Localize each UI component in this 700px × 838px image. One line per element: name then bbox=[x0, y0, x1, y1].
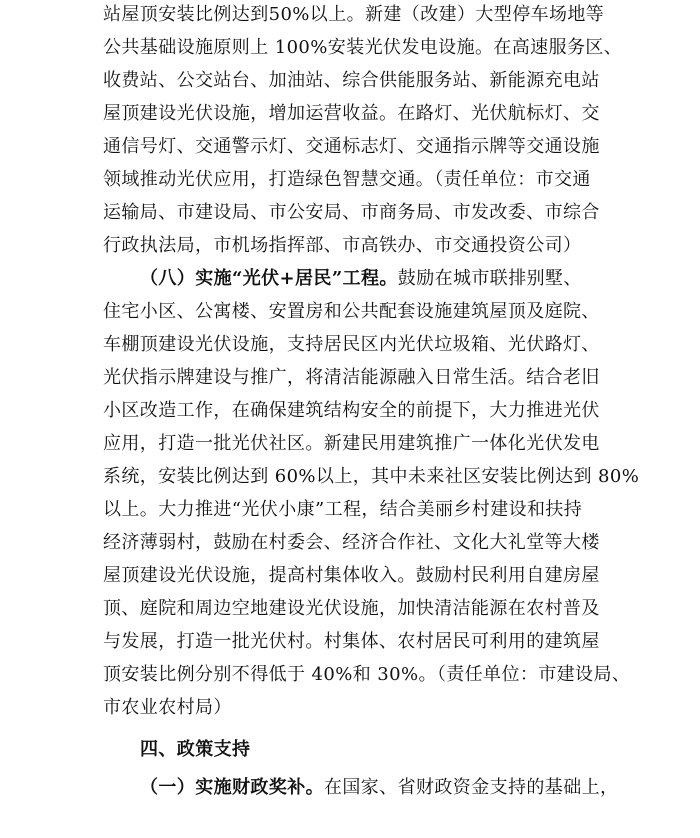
line-text: 领域推动光伏应用，打造绿色智慧交通。（责任单位：市交通 bbox=[103, 169, 591, 190]
text-line-2 bbox=[103, 35, 700, 61]
line-text: 屋顶建设光伏设施，增加运营收益。在路灯、光伏航标灯、交 bbox=[103, 103, 600, 124]
line-text: 车棚顶建设光伏设施，支持居民区内光伏垃圾箱、光伏路灯、 bbox=[103, 334, 600, 355]
text-line-10 bbox=[103, 299, 700, 325]
text-line-last bbox=[140, 775, 700, 801]
line-text: 行政执法局，市机场指挥部、市高铁办、市交通投资公司） bbox=[103, 235, 582, 256]
line-text: 与发展，打造一批光伏村。村集体、农村居民可利用的建筑屋 bbox=[103, 631, 600, 652]
line-text: 顶安装比例分别不得低于 40%和 30%。（责任单位：市建设局、 bbox=[103, 664, 631, 685]
line-text: 住宅小区、公寓楼、安置房和公共配套设施建筑屋顶及庭院、 bbox=[103, 301, 600, 322]
text-line-7 bbox=[103, 200, 700, 226]
line-text: 通信号灯、交通警示灯、交通标志灯、交通指示牌等交通设施 bbox=[103, 136, 600, 157]
subsection-heading-1: （一）实施财政奖补。 bbox=[140, 777, 324, 798]
text-line-22 bbox=[103, 695, 700, 721]
text-line-8 bbox=[103, 233, 700, 259]
text-line-15 bbox=[103, 464, 700, 490]
text-line-21 bbox=[103, 662, 700, 688]
text-line-14 bbox=[103, 431, 700, 457]
text-line-5 bbox=[103, 134, 700, 160]
text-line-12 bbox=[103, 365, 700, 391]
line-text: 顶、庭院和周边空地建设光伏设施，加快清洁能源在农村普及 bbox=[103, 598, 600, 619]
section-heading-text: 四、政策支持 bbox=[140, 739, 251, 760]
line-text: 市农业农村局） bbox=[103, 697, 232, 718]
line-text: 运输局、市建设局、市公安局、市商务局、市发改委、市综合 bbox=[103, 202, 600, 223]
line-text: 站屋顶安装比例达到50%以上。新建（改建）大型停车场地等 bbox=[103, 4, 605, 25]
text-line-6 bbox=[103, 167, 700, 193]
text-line-11 bbox=[103, 332, 700, 358]
subsection-heading-8: （八）实施“光伏+居民”工程。 bbox=[140, 268, 398, 289]
line-text: 小区改造工作，在确保建筑结构安全的前提下，大力推进光伏 bbox=[103, 400, 600, 421]
text-line-9 bbox=[140, 266, 700, 292]
text-line-3 bbox=[103, 68, 700, 94]
line-text: 鼓励在城市联排别墅、 bbox=[397, 268, 582, 289]
section-heading bbox=[140, 737, 700, 763]
text-line-1 bbox=[103, 2, 700, 28]
text-line-16 bbox=[103, 497, 700, 523]
line-text: 公共基础设施原则上 100%安装光伏发电设施。在高速服务区、 bbox=[103, 37, 623, 58]
line-text: 在国家、省财政资金支持的基础上， bbox=[324, 777, 619, 798]
text-line-20 bbox=[103, 629, 700, 655]
line-text: 以上。大力推进“光伏小康”工程，结合美丽乡村建设和扶持 bbox=[103, 499, 583, 520]
line-text: 系统，安装比例达到 60%以上，其中未来社区安装比例达到 80% bbox=[103, 466, 640, 487]
text-line-17 bbox=[103, 530, 700, 556]
text-line-19 bbox=[103, 596, 700, 622]
line-text: 应用，打造一批光伏社区。新建民用建筑推广一体化光伏发电 bbox=[103, 433, 600, 454]
text-line-18 bbox=[103, 563, 700, 589]
line-text: 收费站、公交站台、加油站、综合供能服务站、新能源充电站 bbox=[103, 70, 600, 91]
text-line-13 bbox=[103, 398, 700, 424]
line-text: 屋顶建设光伏设施，提高村集体收入。鼓励村民利用自建房屋 bbox=[103, 565, 600, 586]
text-line-4 bbox=[103, 101, 700, 127]
line-text: 光伏指示牌建设与推广，将清洁能源融入日常生活。结合老旧 bbox=[103, 367, 600, 388]
line-text: 经济薄弱村，鼓励在村委会、经济合作社、文化大礼堂等大楼 bbox=[103, 532, 600, 553]
